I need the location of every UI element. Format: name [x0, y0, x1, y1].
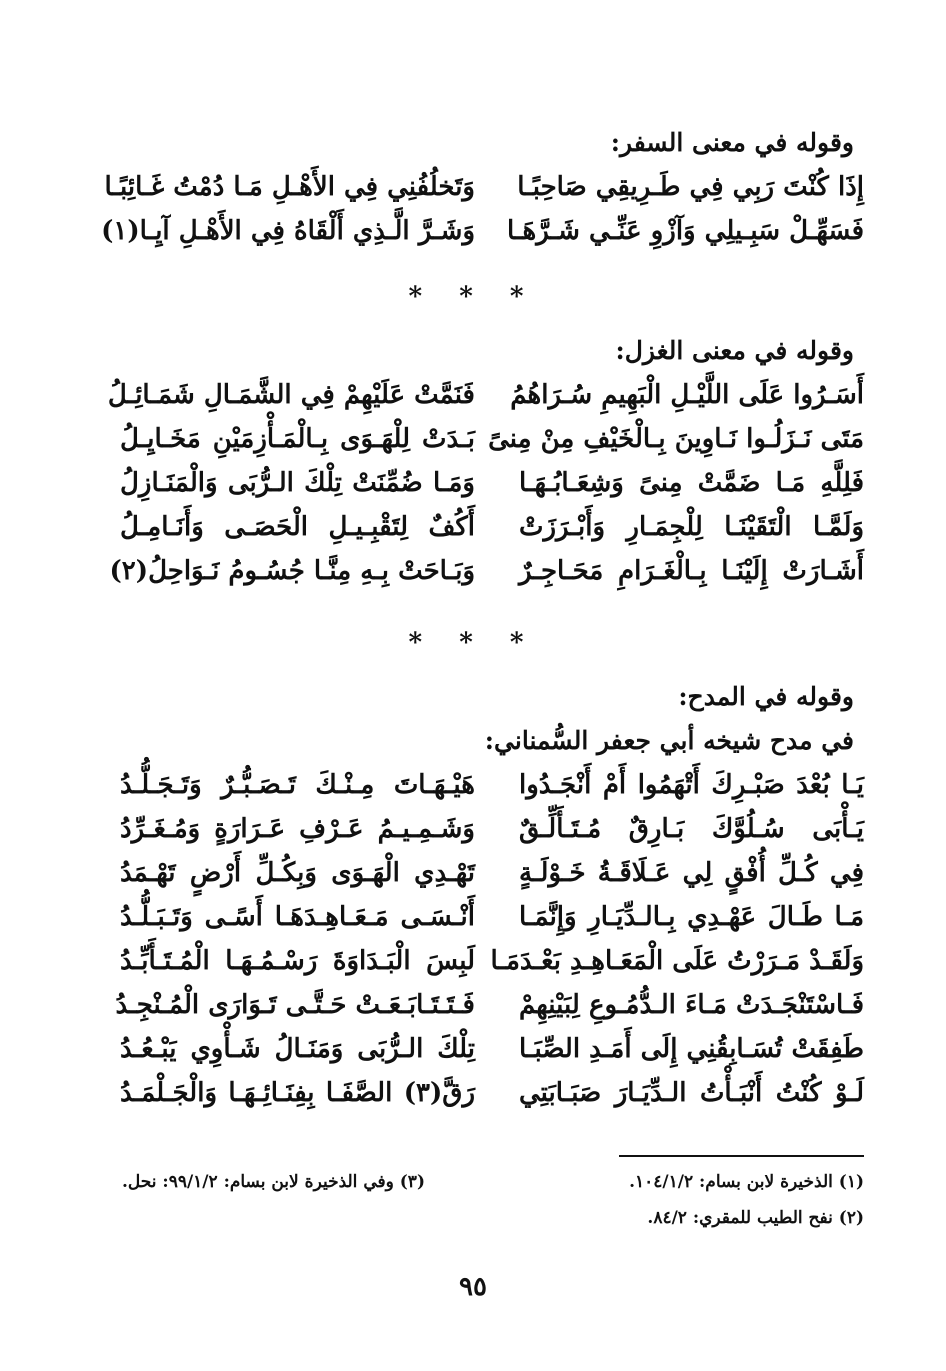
footnote-divider: [619, 1155, 864, 1157]
poem-love: [107, 380, 864, 600]
verse-first-hemistich: طَفِقَتْ تُسَـابِقُنِي إِلَى أَمَـدِ الصِّبَـا: [519, 1034, 864, 1064]
verse-second-hemistich: بَـدَتْ لِلْهَـوَى بِـالْمَـأْزِمَيْنِ مَخَـايِـلُ: [120, 424, 475, 454]
verse-first-hemistich: فِي كُـلِّ أُفْقٍ لِي عَـلَاقَـةُ خَـوْلَـةٍ: [519, 858, 864, 888]
footnote-3: (٣) وفي الذخيرة لابن بسام: ٩٩/١/٢: نحل.: [122, 1172, 425, 1192]
verse: [120, 770, 864, 814]
poem-travel: [101, 172, 864, 260]
verse-first-hemistich: وَلَمَّـا الْتَقَيْنَـا لِلْجِمَـارِ وَأَبْـرَزَتْ: [519, 512, 864, 542]
verse-second-hemistich: وَشَـرَّ الَّـذِي أَلْقَاهُ فِي الأَهْـلِ آيِـا(١): [101, 216, 475, 246]
footnote-2: (٢) نفح الطيب للمقري: ٨٤/٢.: [647, 1208, 864, 1228]
verse: [109, 556, 864, 600]
verse-second-hemistich: لَبِسَ الْبَـدَاوَةَ رَسْـمُـهَـا الْمُـتَـأَبِّـدُ: [120, 946, 475, 976]
verse: [120, 814, 864, 858]
verse-second-hemistich: أَكُفٌ لِتَقْبِـيـلِ الْحَصَـى وَأَنَـامِـلُ: [120, 512, 475, 542]
verse-second-hemistich: وَمَـا ضُمِّنَتْ تِلْكَ الـرُّبَى وَالْمَنَـازِلُ: [120, 468, 475, 498]
verse: [120, 424, 864, 468]
verse: [107, 380, 864, 424]
verse-second-hemistich: تَهْـدِي الْهَـوَى وَبِكُـلِّ أَرْضٍ تَهْـمَدُ: [120, 858, 475, 888]
verse-first-hemistich: فَسَهِّـلْ سَبِـيلِي وَآزْوِ عَنِّـي شَـرَّهَـا: [506, 216, 864, 246]
page-number: ٩٥: [459, 1272, 487, 1302]
verse-second-hemistich: وَتَخلُفُنِي فِي الأَهْـلِ مَـا دُمْتُ غَـائِبًـا: [104, 172, 475, 202]
verse: [120, 1034, 864, 1078]
poem-praise: [115, 770, 864, 1122]
verse-first-hemistich: أَسَـرُوا عَلَى اللَّيْـلِ الْبَهِيمِ سُـرَاهُمُ: [510, 380, 864, 410]
verse-second-hemistich: فَنَمَّتْ عَلَيْهِمْ فِي الشَّمَـالِ شَمَـائِـلُ: [107, 380, 475, 410]
verse-second-hemistich: تِلْكَ الـرُّبَى وَمَنَـالُ شَـأْوِي يَبْـعُـدُ: [120, 1034, 475, 1064]
section-separator: * * *: [408, 628, 538, 658]
section-heading-praise: وقوله في المدح:: [678, 682, 854, 711]
verse-first-hemistich: مَـا طَـالَ عَهْـدِي بِـالـدِّيَـارِ وَإِنَّمَـا: [519, 902, 864, 932]
verse-second-hemistich: فَـتَـتَـابَـعَـتْ حَـتَّـى تَـوَارَى الْمُـنْجِـدُ: [115, 990, 475, 1020]
verse-first-hemistich: فَلِلَّهِ مَـا ضَمَّتْ مِنىً وَشِعَـابُـهَـا: [519, 468, 864, 498]
verse-second-hemistich: وَبَـاحَتْ بِـهِ مِنَّـا جُسُـومُ نَـوَاحِلُ(٢): [109, 556, 475, 586]
verse: [115, 990, 864, 1034]
verse-second-hemistich: هَيْـهَـاتَ مِـنْـكَ تَـصَـبُّـرٌ وَتَـجَـلُّـدُ: [120, 770, 475, 800]
section-subheading-praise: في مدح شيخه أبي جعفر السُّمناني:: [484, 726, 854, 755]
footnote-1: (١) الذخيرة لابن بسام: ١٠٤/١/٢.: [629, 1172, 864, 1192]
verse-first-hemistich: أَشَـارَتْ إِلَيْنَـا بِـالْغَـرَامِ مَحَـاجِـرٌ: [519, 556, 864, 586]
verse-first-hemistich: يَـأْبَى سُـلُوَّكَ بَـارِقٌ مُـتَـأَلِّـقٌ: [519, 814, 864, 844]
verse-first-hemistich: فَـاسْتَنْجَـدَتْ مَـاءَ الـدُّمُـوعِ لِبَيْنِهِمْ: [519, 990, 864, 1020]
verse-second-hemistich: وَشَـمِـيـمُ عَـرْفِ عَـرَارَةٍ وَمُـغَـرِّدُ: [120, 814, 475, 844]
section-heading-love: وقوله في معنى الغزل:: [615, 336, 854, 365]
verse: [101, 216, 864, 260]
verse-first-hemistich: يَـا بُعْدَ صَبْـرِكَ أَتْهَمُوا أَمْ أَنْجَـدُوا: [519, 770, 864, 800]
verse-first-hemistich: لَـوْ كُنْتُ أَنْبَـأْتُ الـدِّيَـارَ صَبَـابَتِي: [519, 1078, 864, 1108]
verse: [120, 1078, 864, 1122]
verse-first-hemistich: إِذَا كُنْتَ رَبِي فِي طَـرِيقِي صَاحِبًـا: [517, 172, 864, 202]
verse: [120, 902, 864, 946]
verse-second-hemistich: أَنْـسَـى مَـعَـاهِـدَهَـا أَسًـى وَتَـبَـلُّـدُ: [120, 902, 475, 932]
verse-second-hemistich: رَقَّ(٣) الصَّفَـا بِفِنَـائِـهَـا وَالْجَـلْمَـدُ: [120, 1078, 475, 1108]
verse: [120, 512, 864, 556]
section-separator: * * *: [408, 282, 538, 312]
verse: [120, 946, 864, 990]
verse: [120, 858, 864, 902]
verse: [120, 468, 864, 512]
verse-first-hemistich: وَلَقَـدْ مَـرَرْتُ عَلَى الْمَعَـاهِـدِ بَعْـدَمَـا: [490, 946, 864, 976]
verse-first-hemistich: مَتَى نَـزَلُـوا نَـاوِينَ بِـالْخَيْفِ مِنْ مِنىً: [488, 424, 864, 454]
verse: [104, 172, 864, 216]
section-heading-travel: وقوله في معنى السفر:: [610, 128, 854, 157]
